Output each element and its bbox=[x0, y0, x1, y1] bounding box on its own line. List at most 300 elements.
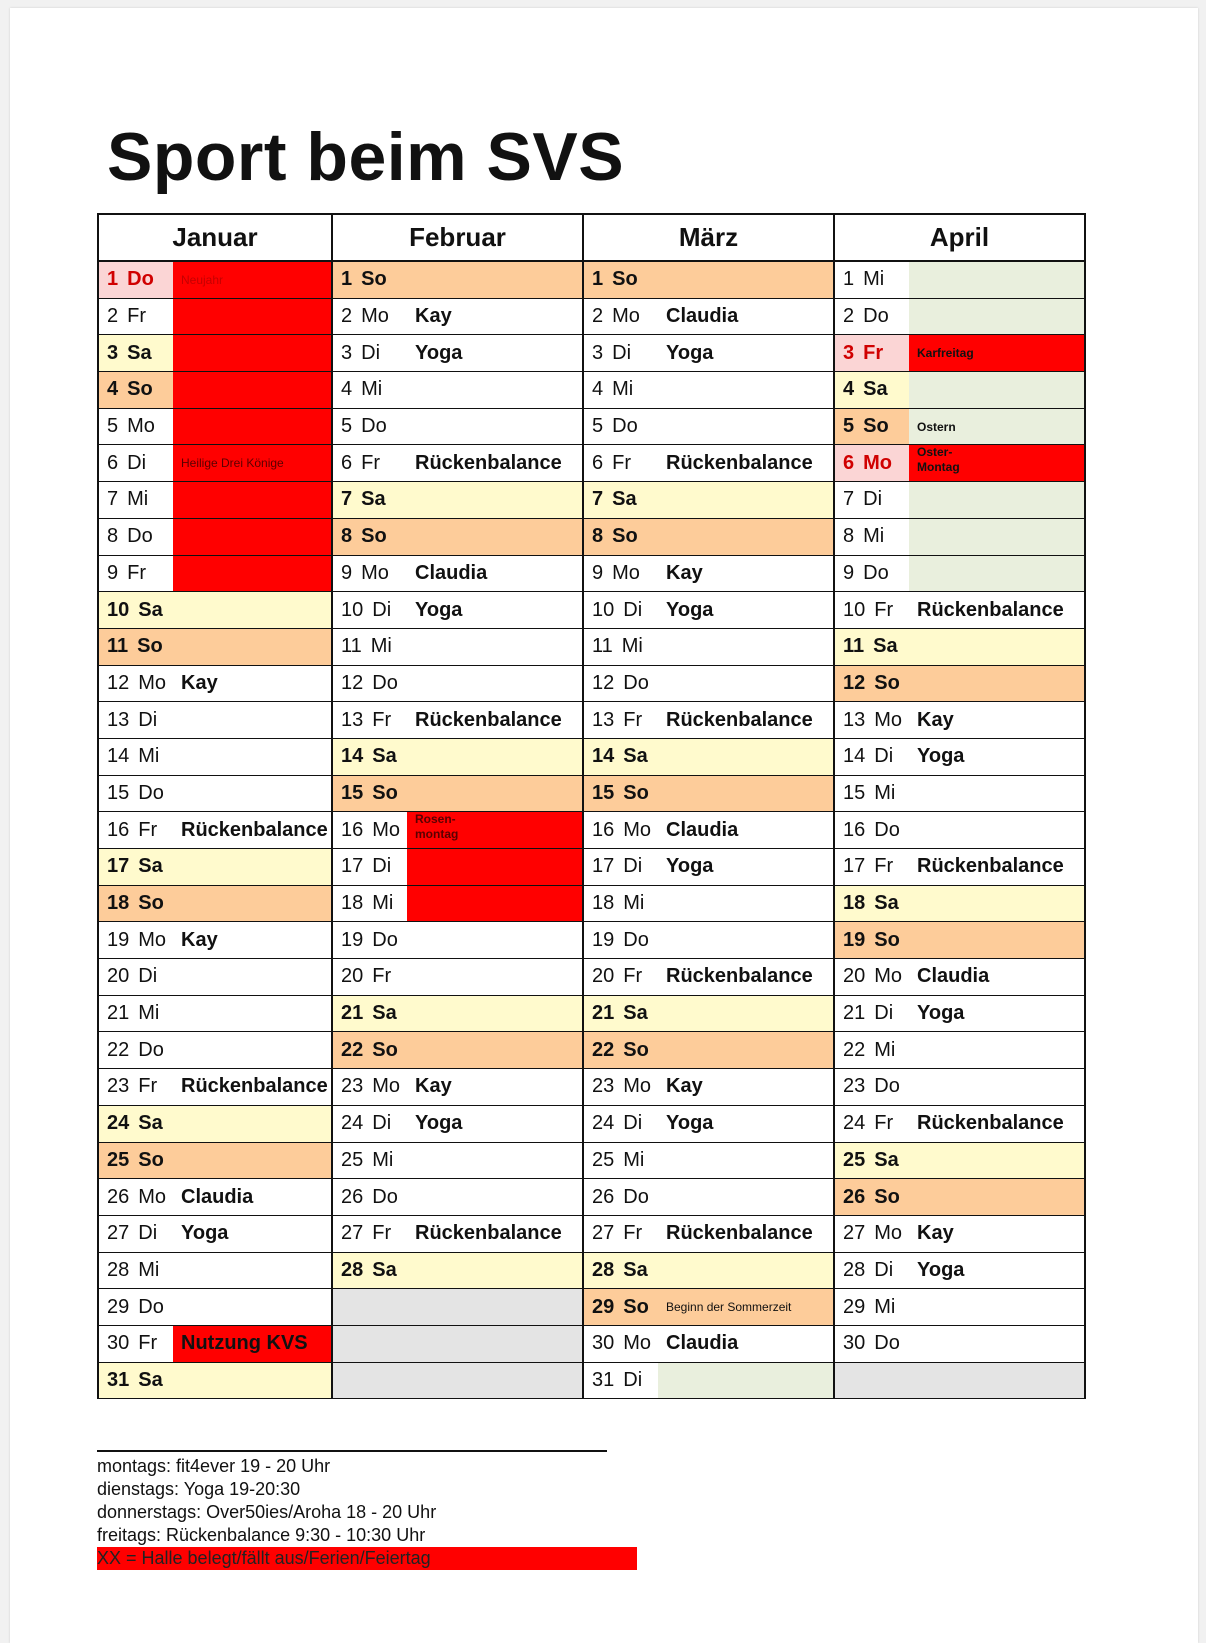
day-date bbox=[584, 335, 658, 371]
weekday: Fr bbox=[863, 341, 884, 364]
day-row bbox=[584, 776, 833, 813]
day-number: 21 bbox=[843, 1002, 866, 1025]
activity-cell bbox=[909, 629, 1084, 665]
weekday: Mi bbox=[874, 781, 896, 804]
day-number: 10 bbox=[843, 598, 866, 621]
weekday: Mi bbox=[863, 268, 885, 291]
weekday: So bbox=[361, 525, 387, 548]
activity-cell bbox=[407, 372, 582, 408]
day-number: 19 bbox=[843, 928, 866, 951]
activity-cell bbox=[173, 776, 331, 812]
weekday: Di bbox=[874, 745, 894, 768]
weekday: Mi bbox=[370, 635, 392, 658]
day-number: 11 bbox=[341, 635, 362, 658]
day-date bbox=[584, 1106, 658, 1142]
day-number: 18 bbox=[843, 892, 866, 915]
page bbox=[10, 8, 1198, 1643]
activity-cell bbox=[909, 299, 1084, 335]
day-number: 28 bbox=[592, 1258, 615, 1281]
day-number: 13 bbox=[592, 708, 615, 731]
day-number: 14 bbox=[341, 745, 364, 768]
activity-cell bbox=[173, 1106, 331, 1142]
day-date bbox=[99, 482, 173, 518]
day-date bbox=[333, 372, 407, 408]
day-row bbox=[835, 776, 1084, 813]
activity-label: Yoga bbox=[666, 1112, 714, 1135]
activity-cell bbox=[407, 1253, 582, 1289]
day-row bbox=[99, 1143, 331, 1180]
activity-cell bbox=[909, 1143, 1084, 1179]
day-number: 15 bbox=[341, 781, 364, 804]
activity-label: Yoga bbox=[415, 341, 463, 364]
activity-label: Yoga bbox=[666, 855, 714, 878]
day-date bbox=[333, 1179, 407, 1215]
day-row bbox=[835, 1326, 1084, 1363]
weekday: So bbox=[612, 525, 638, 548]
day-row bbox=[584, 1032, 833, 1069]
day-row bbox=[835, 702, 1084, 739]
day-row bbox=[835, 1143, 1084, 1180]
activity-label: Claudia bbox=[917, 965, 990, 988]
weekday: Sa bbox=[612, 488, 637, 511]
weekday: Fr bbox=[623, 708, 643, 731]
activity-cell bbox=[909, 519, 1084, 555]
day-date bbox=[584, 592, 658, 628]
event-note: Heilige Drei Könige bbox=[173, 445, 331, 481]
day-date bbox=[333, 1069, 407, 1105]
day-number: 24 bbox=[843, 1112, 866, 1135]
day-row bbox=[584, 482, 833, 519]
activity-cell bbox=[407, 849, 582, 885]
day-row bbox=[584, 1143, 833, 1180]
activity-cell bbox=[407, 482, 582, 518]
day-date bbox=[835, 372, 909, 408]
day-number: 18 bbox=[592, 892, 615, 915]
day-date bbox=[584, 1069, 658, 1105]
day-row bbox=[99, 335, 331, 372]
weekday: Do bbox=[127, 268, 154, 291]
day-date bbox=[333, 739, 407, 775]
weekday: Mi bbox=[874, 1038, 896, 1061]
day-date bbox=[835, 482, 909, 518]
day-row bbox=[835, 849, 1084, 886]
day-date bbox=[835, 409, 909, 445]
day-date bbox=[584, 629, 658, 665]
activity-cell bbox=[173, 335, 331, 371]
activity-cell bbox=[173, 959, 331, 995]
weekday: Di bbox=[623, 598, 643, 621]
day-number: 31 bbox=[107, 1368, 130, 1391]
weekday: Do bbox=[874, 1075, 900, 1098]
day-row bbox=[584, 996, 833, 1033]
day-date bbox=[333, 1143, 407, 1179]
activity-label: Kay bbox=[666, 561, 703, 584]
weekday: Mi bbox=[361, 378, 383, 401]
day-number: 23 bbox=[107, 1075, 130, 1098]
day-row bbox=[835, 1289, 1084, 1326]
day-number: 20 bbox=[843, 965, 866, 988]
day-date bbox=[99, 1179, 173, 1215]
day-row bbox=[99, 812, 331, 849]
day-date bbox=[333, 812, 407, 848]
day-row bbox=[333, 886, 582, 923]
month-header: Januar bbox=[99, 213, 331, 262]
activity-cell bbox=[658, 1253, 833, 1289]
day-number: 21 bbox=[341, 1002, 364, 1025]
activity-cell bbox=[407, 409, 582, 445]
weekday: Fr bbox=[623, 1222, 643, 1245]
activity-cell bbox=[407, 1179, 582, 1215]
day-number: 13 bbox=[341, 708, 364, 731]
event-note: Ostern bbox=[909, 409, 1084, 445]
activity-label: Claudia bbox=[666, 1332, 739, 1355]
weekday: Sa bbox=[623, 1258, 648, 1281]
day-row bbox=[333, 1032, 582, 1069]
day-date bbox=[835, 666, 909, 702]
day-row bbox=[333, 1253, 582, 1290]
weekday: So bbox=[138, 892, 164, 915]
activity-cell bbox=[173, 629, 331, 665]
day-date bbox=[333, 1216, 407, 1252]
day-number: 27 bbox=[843, 1222, 866, 1245]
day-date bbox=[99, 262, 173, 298]
activity-cell bbox=[909, 1179, 1084, 1215]
day-number: 21 bbox=[592, 1002, 615, 1025]
day-row bbox=[333, 922, 582, 959]
activity-label: Claudia bbox=[666, 305, 739, 328]
day-number: 16 bbox=[107, 818, 130, 841]
day-row bbox=[584, 372, 833, 409]
day-number: 20 bbox=[341, 965, 364, 988]
weekday: Sa bbox=[623, 745, 648, 768]
day-date bbox=[99, 335, 173, 371]
day-number: 26 bbox=[341, 1185, 364, 1208]
day-row bbox=[99, 299, 331, 336]
activity-cell bbox=[407, 1143, 582, 1179]
weekday: Do bbox=[361, 415, 387, 438]
activity-label: Rückenbalance bbox=[917, 1112, 1064, 1135]
weekday: Di bbox=[623, 855, 643, 878]
day-number: 1 bbox=[341, 268, 353, 291]
day-number: 29 bbox=[592, 1295, 615, 1318]
day-number: 28 bbox=[341, 1258, 364, 1281]
day-row bbox=[333, 629, 582, 666]
weekday: Mi bbox=[372, 1148, 394, 1171]
day-date bbox=[835, 886, 909, 922]
day-row bbox=[99, 1363, 331, 1400]
day-date bbox=[333, 1032, 407, 1068]
day-date bbox=[584, 1326, 658, 1362]
activity-cell bbox=[173, 519, 331, 555]
day-number: 18 bbox=[341, 892, 364, 915]
weekday: Mo bbox=[863, 451, 893, 474]
weekday: Sa bbox=[138, 598, 163, 621]
weekday: Do bbox=[874, 818, 900, 841]
day-row bbox=[99, 886, 331, 923]
day-number: 28 bbox=[107, 1258, 130, 1281]
day-row bbox=[835, 1032, 1084, 1069]
day-number: 22 bbox=[843, 1038, 866, 1061]
weekday: Do bbox=[138, 1038, 164, 1061]
day-date bbox=[835, 849, 909, 885]
weekday: Mi bbox=[863, 525, 885, 548]
day-number: 2 bbox=[592, 305, 604, 328]
day-row bbox=[835, 556, 1084, 593]
day-row bbox=[835, 299, 1084, 336]
day-number: 6 bbox=[843, 451, 855, 474]
day-date bbox=[99, 592, 173, 628]
day-date bbox=[333, 959, 407, 995]
day-date bbox=[584, 1289, 658, 1325]
activity-label: Rückenbalance bbox=[917, 855, 1064, 878]
day-row bbox=[99, 1069, 331, 1106]
activity-cell bbox=[173, 409, 331, 445]
day-row bbox=[584, 1179, 833, 1216]
day-number: 2 bbox=[107, 305, 119, 328]
day-date bbox=[584, 445, 658, 481]
weekday: Do bbox=[127, 525, 153, 548]
day-date bbox=[835, 812, 909, 848]
day-row bbox=[99, 519, 331, 556]
day-row bbox=[333, 812, 582, 849]
day-number: 1 bbox=[843, 268, 855, 291]
day-row bbox=[835, 1106, 1084, 1143]
day-row bbox=[835, 519, 1084, 556]
weekday: So bbox=[623, 1295, 649, 1318]
weekday: Di bbox=[138, 708, 158, 731]
day-date bbox=[99, 1363, 173, 1399]
day-row bbox=[584, 1363, 833, 1400]
day-date bbox=[835, 922, 909, 958]
weekday: Di bbox=[612, 341, 632, 364]
day-row bbox=[584, 1216, 833, 1253]
day-row bbox=[835, 739, 1084, 776]
day-date bbox=[835, 335, 909, 371]
day-row bbox=[333, 996, 582, 1033]
day-date bbox=[835, 1106, 909, 1142]
day-row bbox=[835, 1216, 1084, 1253]
day-number: 26 bbox=[107, 1185, 130, 1208]
day-row bbox=[584, 556, 833, 593]
weekday: Fr bbox=[623, 965, 643, 988]
activity-cell bbox=[658, 262, 833, 298]
day-number: 5 bbox=[592, 415, 604, 438]
weekday: Sa bbox=[372, 1002, 397, 1025]
day-row bbox=[99, 1289, 331, 1326]
day-row bbox=[584, 739, 833, 776]
activity-cell bbox=[909, 1032, 1084, 1068]
day-number: 19 bbox=[592, 928, 615, 951]
day-row bbox=[835, 335, 1084, 372]
activity-label: Rückenbalance bbox=[917, 598, 1064, 621]
day-number: 9 bbox=[341, 561, 353, 584]
weekday: Mo bbox=[623, 818, 652, 841]
day-number: 23 bbox=[592, 1075, 615, 1098]
weekday: So bbox=[863, 415, 889, 438]
day-number: 3 bbox=[592, 341, 604, 364]
weekday: Mi bbox=[127, 488, 149, 511]
weekday: Sa bbox=[361, 488, 386, 511]
day-number: 3 bbox=[341, 341, 353, 364]
day-number: 13 bbox=[843, 708, 866, 731]
weekday: Fr bbox=[372, 708, 392, 731]
day-number: 7 bbox=[592, 488, 604, 511]
day-number: 16 bbox=[843, 818, 866, 841]
day-row bbox=[99, 776, 331, 813]
day-date bbox=[99, 886, 173, 922]
weekday: So bbox=[361, 268, 387, 291]
day-number: 19 bbox=[107, 928, 130, 951]
day-row bbox=[333, 262, 582, 299]
activity-cell bbox=[909, 556, 1084, 592]
day-row bbox=[584, 1253, 833, 1290]
day-date bbox=[835, 1253, 909, 1289]
day-number: 14 bbox=[592, 745, 615, 768]
activity-cell bbox=[658, 776, 833, 812]
weekday: Sa bbox=[138, 1112, 163, 1135]
weekday: Fr bbox=[138, 1075, 158, 1098]
activity-label: Kay bbox=[181, 928, 218, 951]
weekday: Mo bbox=[612, 305, 640, 328]
day-number: 15 bbox=[592, 781, 615, 804]
weekday: Mo bbox=[361, 305, 389, 328]
activity-cell bbox=[173, 592, 331, 628]
activity-cell bbox=[173, 1363, 331, 1399]
day-date bbox=[99, 519, 173, 555]
weekday: Mo bbox=[138, 1185, 167, 1208]
day-date bbox=[584, 996, 658, 1032]
weekday: Do bbox=[623, 928, 649, 951]
day-row bbox=[835, 812, 1084, 849]
weekday: Mi bbox=[621, 635, 643, 658]
day-number: 24 bbox=[341, 1112, 364, 1135]
day-row bbox=[584, 335, 833, 372]
activity-cell bbox=[658, 629, 833, 665]
day-date bbox=[99, 739, 173, 775]
day-date bbox=[99, 702, 173, 738]
day-date bbox=[584, 1216, 658, 1252]
day-row bbox=[99, 372, 331, 409]
day-row bbox=[99, 666, 331, 703]
day-date bbox=[99, 556, 173, 592]
month-column bbox=[97, 213, 333, 1399]
day-number: 25 bbox=[592, 1148, 615, 1171]
day-row bbox=[584, 299, 833, 336]
weekday: Di bbox=[623, 1368, 643, 1391]
weekday: Mi bbox=[138, 1002, 160, 1025]
activity-cell bbox=[909, 886, 1084, 922]
day-number: 26 bbox=[592, 1185, 615, 1208]
month-header: März bbox=[584, 213, 833, 262]
day-date bbox=[99, 1253, 173, 1289]
weekday: Mi bbox=[612, 378, 634, 401]
day-number: 4 bbox=[341, 378, 353, 401]
day-row bbox=[99, 629, 331, 666]
day-number: 2 bbox=[341, 305, 353, 328]
weekday: Do bbox=[138, 1295, 164, 1318]
activity-cell bbox=[658, 666, 833, 702]
day-number: 17 bbox=[592, 855, 615, 878]
weekday: Mi bbox=[874, 1295, 896, 1318]
day-number: 17 bbox=[107, 855, 130, 878]
day-date bbox=[835, 996, 909, 1032]
day-row bbox=[99, 1032, 331, 1069]
day-row bbox=[835, 629, 1084, 666]
day-row bbox=[333, 556, 582, 593]
activity-cell bbox=[173, 299, 331, 335]
day-date bbox=[584, 372, 658, 408]
day-date bbox=[333, 556, 407, 592]
legend-line-friday: freitags: Rückenbalance 9:30 - 10:30 Uhr bbox=[97, 1525, 426, 1545]
day-date bbox=[584, 1032, 658, 1068]
calendar-table bbox=[97, 213, 1086, 1399]
day-number: 26 bbox=[843, 1185, 866, 1208]
day-row bbox=[333, 482, 582, 519]
day-row bbox=[584, 262, 833, 299]
day-row bbox=[584, 629, 833, 666]
weekday: So bbox=[623, 781, 649, 804]
activity-label: Kay bbox=[181, 671, 218, 694]
activity-label: Yoga bbox=[917, 745, 965, 768]
day-date bbox=[584, 409, 658, 445]
weekday: Sa bbox=[127, 341, 152, 364]
weekday: Fr bbox=[138, 818, 158, 841]
day-date bbox=[99, 299, 173, 335]
day-row bbox=[99, 849, 331, 886]
weekday: So bbox=[372, 781, 398, 804]
day-row bbox=[584, 702, 833, 739]
activity-cell bbox=[407, 666, 582, 702]
activity-cell bbox=[658, 482, 833, 518]
day-row bbox=[333, 1289, 582, 1326]
legend-line-monday: montags: fit4ever 19 - 20 Uhr bbox=[97, 1456, 331, 1476]
activity-cell bbox=[658, 409, 833, 445]
day-date bbox=[835, 1179, 909, 1215]
day-date bbox=[584, 886, 658, 922]
day-number: 16 bbox=[592, 818, 615, 841]
day-row bbox=[584, 1106, 833, 1143]
day-row bbox=[584, 922, 833, 959]
day-row bbox=[99, 556, 331, 593]
day-row bbox=[584, 1326, 833, 1363]
day-date bbox=[835, 1216, 909, 1252]
day-date bbox=[835, 739, 909, 775]
weekday: Mi bbox=[623, 892, 645, 915]
day-number: 9 bbox=[843, 561, 855, 584]
day-date bbox=[333, 886, 407, 922]
day-row bbox=[835, 922, 1084, 959]
day-number: 3 bbox=[107, 341, 119, 364]
activity-label: Rückenbalance bbox=[666, 451, 813, 474]
day-row bbox=[835, 666, 1084, 703]
day-number: 19 bbox=[341, 928, 364, 951]
day-row bbox=[99, 1106, 331, 1143]
activity-label: Claudia bbox=[666, 818, 739, 841]
day-number: 22 bbox=[341, 1038, 364, 1061]
day-number: 10 bbox=[107, 598, 130, 621]
day-row bbox=[99, 1216, 331, 1253]
activity-cell bbox=[658, 1143, 833, 1179]
weekday: Di bbox=[138, 1222, 158, 1245]
weekday: So bbox=[874, 671, 900, 694]
day-row bbox=[99, 1326, 331, 1363]
day-date bbox=[333, 776, 407, 812]
weekday: Do bbox=[372, 671, 398, 694]
month-header: April bbox=[835, 213, 1084, 262]
day-date bbox=[333, 996, 407, 1032]
day-row bbox=[835, 409, 1084, 446]
weekday: Mo bbox=[623, 1075, 652, 1098]
